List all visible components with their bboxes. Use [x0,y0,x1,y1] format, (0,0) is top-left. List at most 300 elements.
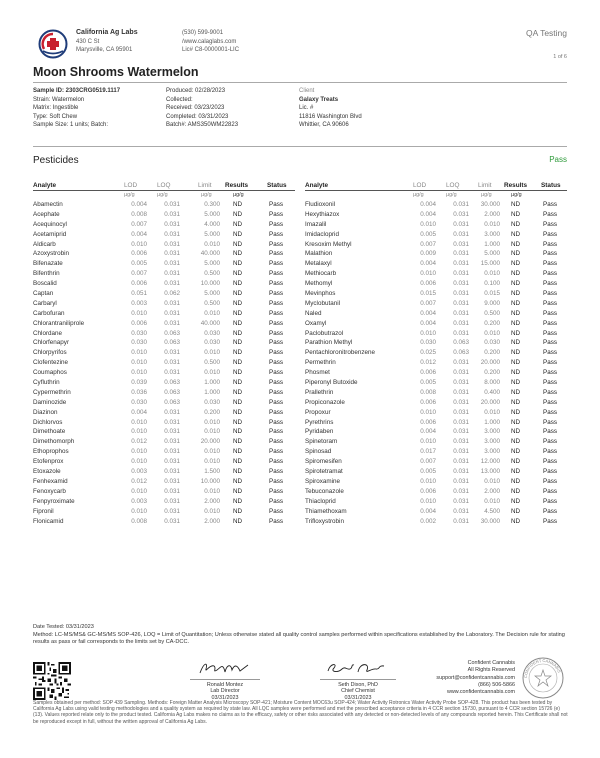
qr-code-icon[interactable] [33,662,71,700]
loq-cell: 0.031 [453,369,469,377]
limit-cell: 0.200 [484,349,500,357]
limit-cell: 10.000 [200,477,220,485]
limit-cell: 4.500 [484,507,500,515]
signer2-name: Seth Dixon, PhD [338,681,378,688]
sample-id: Sample ID: 2303CRG0519.1117 [33,88,121,94]
analyte-cell: Pyridaben [305,428,334,436]
analyte-cell: Chlordane [33,329,63,337]
limit-cell: 0.200 [484,319,500,327]
lod-cell: 0.010 [131,309,147,317]
date-received: Received: 03/23/2023 [166,105,225,112]
status-cell: Pass [543,250,557,258]
analyte-cell: Spinosad [305,448,332,456]
lod-cell: 0.030 [131,339,147,347]
unit-loq: µg/g [157,192,168,198]
loq-cell: 0.031 [453,507,469,515]
lod-cell: 0.025 [420,349,436,357]
loq-cell: 0.063 [164,379,180,387]
status-cell: Pass [269,398,283,406]
limit-cell: 3.000 [484,428,500,436]
result-cell: ND [511,438,521,446]
limit-cell: 13.000 [480,468,500,476]
document-type: QA Testing [526,28,567,38]
result-cell: ND [233,240,243,248]
client-city: Whittier, CA 90606 [299,122,349,129]
result-cell: ND [233,319,243,327]
result-cell: ND [233,250,243,258]
analyte-cell: Diazinon [33,408,58,416]
lod-cell: 0.003 [131,497,147,505]
limit-cell: 0.500 [484,309,500,317]
status-cell: Pass [269,240,283,248]
table-row [33,409,295,419]
analyte-cell: Acetamiprid [33,230,67,238]
table-row [33,508,295,518]
loq-cell: 0.063 [164,388,180,396]
status-cell: Pass [269,230,283,238]
lod-cell: 0.006 [420,487,436,495]
header-analyte: Analyte [305,182,329,189]
limit-cell: 0.010 [204,369,220,377]
limit-cell: 5.000 [484,250,500,258]
limit-cell: 5.000 [204,260,220,268]
table-row [33,250,295,260]
table-row [33,320,295,330]
status-cell: Pass [269,507,283,515]
result-cell: ND [233,369,243,377]
status-cell: Pass [543,230,557,238]
limit-cell: 30.000 [480,201,500,208]
limit-cell: 0.010 [204,507,220,515]
table-row [305,399,567,409]
lod-cell: 0.030 [420,339,436,347]
loq-cell: 0.031 [453,260,469,268]
status-cell: Pass [269,250,283,258]
result-cell: ND [233,201,243,208]
result-cell: ND [233,230,243,238]
lod-cell: 0.012 [131,438,147,446]
loq-cell: 0.031 [164,250,180,258]
result-cell: ND [511,497,521,505]
analyte-cell: Boscalid [33,280,57,288]
unit-results: µg/g [233,192,244,198]
table-row [305,339,567,349]
lab-address [76,38,132,54]
lod-cell: 0.010 [420,270,436,278]
lod-cell: 0.030 [131,398,147,406]
loq-cell: 0.031 [453,309,469,317]
loq-cell: 0.031 [453,230,469,238]
loq-cell: 0.031 [164,299,180,307]
result-cell: ND [233,309,243,317]
result-cell: ND [511,329,521,337]
result-cell: ND [511,319,521,327]
limit-cell: 15.000 [480,260,500,268]
loq-cell: 0.031 [164,517,180,525]
status-cell: Pass [543,260,557,268]
loq-cell: 0.031 [164,477,180,485]
loq-cell: 0.063 [164,398,180,406]
result-cell: ND [233,379,243,387]
confident-cannabis-seal-icon [521,656,565,700]
table-row [33,369,295,379]
status-cell: Pass [269,220,283,228]
loq-cell: 0.031 [453,210,469,218]
analyte-cell: Acequinocyl [33,220,67,228]
result-cell: ND [233,468,243,476]
status-cell: Pass [543,299,557,307]
table-row [33,280,295,290]
title-divider [33,82,567,83]
lod-cell: 0.007 [420,299,436,307]
loq-cell: 0.031 [164,428,180,436]
loq-cell: 0.031 [164,369,180,377]
table-row [305,250,567,260]
limit-cell: 0.010 [204,487,220,495]
sample-type: Type: Soft Chew [33,113,78,120]
limit-cell: 3.000 [484,230,500,238]
limit-cell: 0.010 [204,458,220,466]
result-cell: ND [233,280,243,288]
table-row [305,389,567,399]
analyte-cell: Fenpyroximate [33,497,75,505]
lod-cell: 0.005 [131,260,147,268]
table-row [33,270,295,280]
loq-cell: 0.031 [453,270,469,278]
table-row [33,231,295,241]
loq-cell: 0.031 [164,507,180,515]
status-cell: Pass [543,497,557,505]
lod-cell: 0.010 [420,220,436,228]
table-row [33,201,295,211]
loq-cell: 0.031 [453,458,469,466]
lod-cell: 0.008 [420,388,436,396]
analyte-cell: Metalaxyl [305,260,332,268]
lod-cell: 0.006 [420,369,436,377]
table-row [33,310,295,320]
loq-cell: 0.031 [164,260,180,268]
status-cell: Pass [543,379,557,387]
loq-cell: 0.031 [453,319,469,327]
status-cell: Pass [269,388,283,396]
result-cell: ND [511,418,521,426]
cc-rights: All Rights Reserved [467,667,515,674]
limit-cell: 0.200 [204,408,220,416]
lod-cell: 0.006 [131,319,147,327]
analyte-cell: Cypermethrin [33,388,71,396]
loq-cell: 0.031 [453,329,469,337]
sample-size: Sample Size: 1 units; Batch: [33,122,109,129]
result-cell: ND [511,428,521,436]
status-cell: Pass [543,477,557,485]
limit-cell: 0.010 [484,497,500,505]
analyte-cell: Spiroxamine [305,477,340,485]
lod-cell: 0.017 [420,448,436,456]
lab-logo-icon [38,29,68,59]
section-status-badge: Pass [549,155,567,164]
table-row [33,300,295,310]
limit-cell: 0.010 [484,220,500,228]
signature-seth-dixon [320,660,396,676]
result-cell: ND [511,359,521,367]
lab-name: California Ag Labs [76,29,138,36]
limit-cell: 5.000 [204,210,220,218]
page-indicator: 1 of 6 [553,54,567,60]
limit-cell: 0.030 [204,329,220,337]
loq-cell: 0.031 [453,398,469,406]
analyte-cell: Dichlorvos [33,418,63,426]
table-row [305,330,567,340]
limit-cell: 2.000 [484,487,500,495]
header-analyte: Analyte [33,182,57,189]
lab-contact [182,29,239,55]
status-cell: Pass [543,329,557,337]
status-cell: Pass [269,448,283,456]
analyte-cell: Ethoprophos [33,448,69,456]
status-cell: Pass [269,349,283,357]
analyte-cell: Dimethoate [33,428,66,436]
cc-email-link[interactable]: support@confidentcannabis.com [436,674,515,681]
lod-cell: 0.004 [131,408,147,416]
result-cell: ND [511,250,521,258]
lod-cell: 0.010 [420,329,436,337]
limit-cell: 2.000 [484,210,500,218]
lod-cell: 0.007 [420,240,436,248]
signature-block-chemist [320,660,396,701]
result-cell: ND [233,359,243,367]
unit-loq: µg/g [446,192,457,198]
result-cell: ND [511,260,521,268]
lod-cell: 0.012 [420,359,436,367]
table-row [33,221,295,231]
status-cell: Pass [269,408,283,416]
loq-cell: 0.031 [164,230,180,238]
table-row [33,419,295,429]
seal-text: CONFIDENT CANNABIS [522,657,562,679]
lod-cell: 0.006 [420,280,436,288]
section-divider [33,146,567,147]
lod-cell: 0.006 [131,280,147,288]
table-row [305,320,567,330]
analyte-cell: Spinetoram [305,438,338,446]
loq-cell: 0.031 [164,487,180,495]
analyte-cell: Thiacloprid [305,497,336,505]
result-cell: ND [511,458,521,466]
lod-cell: 0.004 [420,319,436,327]
limit-cell: 12.000 [480,458,500,466]
lod-cell: 0.006 [131,250,147,258]
result-cell: ND [511,507,521,515]
loq-cell: 0.031 [453,359,469,367]
loq-cell: 0.031 [453,290,469,298]
limit-cell: 0.010 [484,270,500,278]
lod-cell: 0.030 [131,329,147,337]
cc-name: Confident Cannabis [467,660,515,666]
result-cell: ND [511,230,521,238]
analyte-cell: Myclobutanil [305,299,340,307]
status-cell: Pass [543,517,557,525]
table-row [305,468,567,478]
status-cell: Pass [269,418,283,426]
analyte-cell: Spiromesifen [305,458,342,466]
table-row [305,478,567,488]
result-cell: ND [233,260,243,268]
loq-cell: 0.031 [453,418,469,426]
loq-cell: 0.031 [453,240,469,248]
status-cell: Pass [269,497,283,505]
status-cell: Pass [543,359,557,367]
loq-cell: 0.031 [164,418,180,426]
result-cell: ND [511,339,521,347]
signature-block-director [190,660,260,701]
table-row [33,379,295,389]
result-cell: ND [233,299,243,307]
limit-cell: 0.200 [484,369,500,377]
cc-website-link[interactable]: www.confidentcannabis.com [446,689,515,696]
limit-cell: 9.000 [484,299,500,307]
lod-cell: 0.004 [420,309,436,317]
limit-cell: 0.030 [484,339,500,347]
method-note: Method: LC-MS/MS& GC-MS/MS SOP-426, LOQ = Limit of Quantitation; Unless otherwise stated all quality control samples performed within specifications established by the Laboratory. The Decision rule for stating results as pass or fail corresponds to the limits set by CA-DCC. [33,632,565,645]
loq-cell: 0.031 [453,468,469,476]
table-row [305,221,567,231]
status-cell: Pass [269,517,283,525]
table-row [33,438,295,448]
unit-results: µg/g [511,192,522,198]
loq-cell: 0.031 [164,319,180,327]
header-lod: LOD [413,182,427,189]
table-row [33,349,295,359]
limit-cell: 0.010 [204,428,220,436]
table-row [305,211,567,221]
analyte-cell: Thiamethoxam [305,507,347,515]
result-cell: ND [233,438,243,446]
lod-cell: 0.003 [131,299,147,307]
lab-website-link[interactable]: /www.calaglabs.com [182,38,237,45]
header-status: Status [267,182,287,189]
table-row [305,438,567,448]
batch-number: Batch#: AMS350WM22823 [166,122,239,129]
client-label: Client [299,88,315,94]
status-cell: Pass [543,309,557,317]
lod-cell: 0.010 [420,438,436,446]
limit-cell: 2.000 [204,517,220,525]
table-row [33,458,295,468]
loq-cell: 0.031 [164,408,180,416]
analyte-cell: Carbofuran [33,309,65,317]
header-loq: LOQ [446,182,460,189]
status-cell: Pass [269,369,283,377]
lod-cell: 0.009 [420,250,436,258]
lod-cell: 0.010 [131,369,147,377]
table-header-rule-left [33,190,295,191]
table-row [305,448,567,458]
table-row [33,330,295,340]
analyte-cell: Permethrin [305,359,336,367]
limit-cell: 0.010 [484,329,500,337]
result-cell: ND [233,388,243,396]
status-cell: Pass [269,339,283,347]
loq-cell: 0.063 [164,329,180,337]
result-cell: ND [511,201,521,208]
section-title: Pesticides [33,155,79,166]
analyte-cell: Flonicamid [33,517,64,525]
status-cell: Pass [543,210,557,218]
loq-cell: 0.031 [453,438,469,446]
result-cell: ND [511,280,521,288]
analyte-cell: Imidacloprid [305,230,339,238]
loq-cell: 0.031 [453,487,469,495]
table-row [305,458,567,468]
status-cell: Pass [269,210,283,218]
loq-cell: 0.063 [164,339,180,347]
status-cell: Pass [543,270,557,278]
result-cell: ND [511,448,521,456]
analyte-cell: Paclobutrazol [305,329,344,337]
loq-cell: 0.031 [453,220,469,228]
table-row [305,488,567,498]
loq-cell: 0.031 [453,477,469,485]
lod-cell: 0.003 [131,468,147,476]
analyte-cell: Phosmet [305,369,330,377]
status-cell: Pass [269,438,283,446]
result-cell: ND [511,309,521,317]
status-cell: Pass [269,458,283,466]
result-cell: ND [233,428,243,436]
lod-cell: 0.006 [420,398,436,406]
analyte-cell: Prallethrin [305,388,334,396]
loq-cell: 0.031 [453,448,469,456]
table-row [33,399,295,409]
lod-cell: 0.005 [420,468,436,476]
limit-cell: 40.000 [200,250,220,258]
header-loq: LOQ [157,182,171,189]
status-cell: Pass [269,309,283,317]
limit-cell: 0.300 [204,201,220,208]
loq-cell: 0.031 [164,349,180,357]
loq-cell: 0.031 [164,280,180,288]
lod-cell: 0.039 [131,379,147,387]
result-cell: ND [233,408,243,416]
result-cell: ND [511,220,521,228]
sample-matrix: Matrix: Ingestible [33,105,79,112]
loq-cell: 0.063 [453,339,469,347]
lab-phone: (530) 599-9001 [182,30,224,36]
result-cell: ND [511,299,521,307]
loq-cell: 0.031 [164,458,180,466]
client-street: 11816 Washington Blvd [299,113,362,120]
limit-cell: 0.500 [204,270,220,278]
lod-cell: 0.007 [420,458,436,466]
analyte-cell: Cyfluthrin [33,379,60,387]
result-cell: ND [233,448,243,456]
lod-cell: 0.010 [131,349,147,357]
lod-cell: 0.004 [420,201,436,208]
limit-cell: 1.500 [204,468,220,476]
limit-cell: 8.000 [484,379,500,387]
signature-line [190,679,260,680]
loq-cell: 0.031 [164,210,180,218]
limit-cell: 5.000 [204,290,220,298]
limit-cell: 1.000 [204,388,220,396]
loq-cell: 0.031 [164,220,180,228]
result-cell: ND [511,349,521,357]
header-lod: LOD [124,182,138,189]
loq-cell: 0.031 [453,280,469,288]
table-row [33,211,295,221]
unit-limit: µg/g [201,192,212,198]
status-cell: Pass [543,408,557,416]
